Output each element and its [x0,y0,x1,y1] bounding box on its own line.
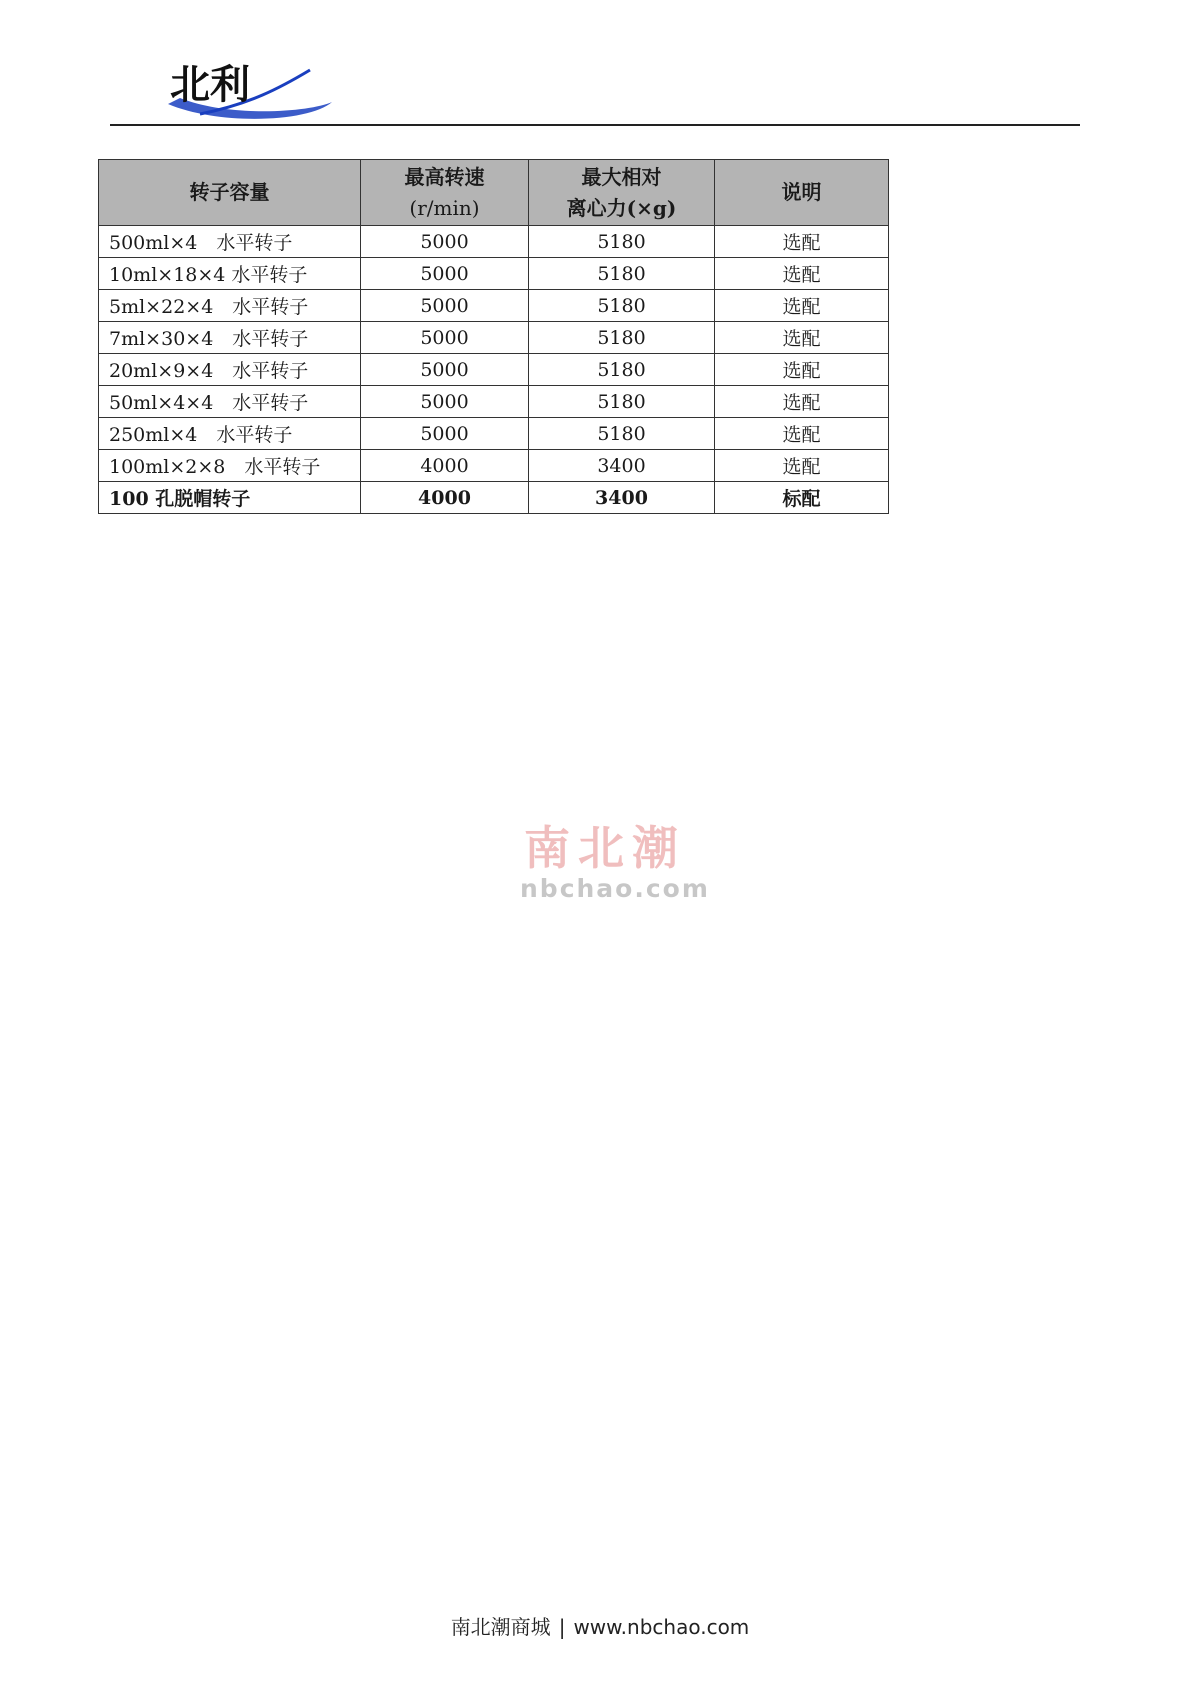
cell-rotor-capacity: 5ml×22×4 水平转子 [99,290,361,322]
table-row [99,290,889,322]
watermark-en-text: nbchao.com [520,874,710,903]
cell-max-rcf: 5180 [529,322,715,354]
cell-max-speed: 5000 [361,226,529,258]
logo-graphic [160,52,340,124]
cell-max-rcf: 5180 [529,386,715,418]
header-rotor-capacity [99,160,361,226]
cell-note: 标配 [715,482,889,514]
cell-note: 选配 [715,354,889,386]
header-line: 离心力(×g) [566,195,677,220]
cell-max-rcf: 5180 [529,258,715,290]
cell-rotor-capacity: 100 孔脱帽转子 [99,482,361,514]
footer-site-name: 南北潮商城 [450,1615,551,1639]
cell-note: 选配 [715,290,889,322]
cell-note: 选配 [715,322,889,354]
header-line: 说明 [781,180,822,204]
beili-logo-icon [160,52,340,124]
cell-rotor-capacity: 100ml×2×8 水平转子 [99,450,361,482]
header-divider [110,124,1080,126]
header-line: 转子容量 [189,180,270,204]
watermark-cn-text: 南北潮 [524,821,686,875]
cell-max-rcf: 5180 [529,418,715,450]
table-row [99,418,889,450]
footer-separator: | [558,1615,566,1639]
header-max-speed [361,160,529,226]
cell-note: 选配 [715,450,889,482]
table-row [99,450,889,482]
header-line: 最大相对 [581,164,662,189]
table-body [99,226,889,514]
cell-max-rcf: 5180 [529,354,715,386]
cell-max-speed: 4000 [361,482,529,514]
rotor-spec-table [98,159,889,514]
cell-note: 选配 [715,418,889,450]
cell-rotor-capacity: 250ml×4 水平转子 [99,418,361,450]
cell-max-rcf: 3400 [529,482,715,514]
header-line: 最高转速 [404,164,485,189]
cell-rotor-capacity: 50ml×4×4 水平转子 [99,386,361,418]
cell-max-speed: 5000 [361,258,529,290]
logo-text: 北利 [170,61,250,108]
cell-rotor-capacity: 7ml×30×4 水平转子 [99,322,361,354]
cell-max-speed: 5000 [361,354,529,386]
cell-rotor-capacity: 10ml×18×4 水平转子 [99,258,361,290]
cell-max-speed: 5000 [361,322,529,354]
cell-rotor-capacity: 20ml×9×4 水平转子 [99,354,361,386]
cell-rotor-capacity: 500ml×4 水平转子 [99,226,361,258]
cell-max-speed: 5000 [361,418,529,450]
table-row [99,482,889,514]
page-footer [0,1611,1200,1640]
cell-note: 选配 [715,258,889,290]
table-row [99,258,889,290]
cell-max-rcf: 3400 [529,450,715,482]
header-note [715,160,889,226]
cell-note: 选配 [715,386,889,418]
table-row [99,322,889,354]
cell-max-speed: 5000 [361,290,529,322]
cell-max-speed: 4000 [361,450,529,482]
table-row [99,354,889,386]
cell-max-speed: 5000 [361,386,529,418]
cell-max-rcf: 5180 [529,226,715,258]
cell-note: 选配 [715,226,889,258]
footer-url-link[interactable]: www.nbchao.com [573,1615,750,1639]
table-row [99,386,889,418]
header-line: (r/min) [409,195,480,220]
cell-max-rcf: 5180 [529,290,715,322]
table-row [99,226,889,258]
nbchao-watermark [520,821,710,904]
table-header-row [99,160,889,226]
header-max-rcf [529,160,715,226]
